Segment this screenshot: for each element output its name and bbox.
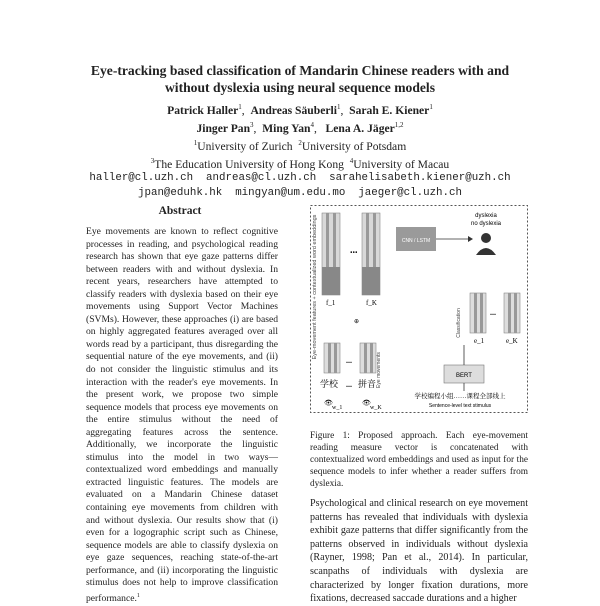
eye-movement-vector-k <box>360 343 376 373</box>
abstract-text <box>86 226 278 606</box>
output-label-1: dyslexia <box>475 213 497 219</box>
sentence-text: 学校编程小组……课程全部线上 <box>414 393 506 400</box>
affiliation: University of Zurich <box>197 139 293 153</box>
ellipsis: ... <box>350 245 358 256</box>
eye-movement-vector-1 <box>324 343 340 373</box>
author-line-2: Jinger Pan$^3$, Ming Yan$^4$, Lena A. Jäger$^{1,2}$ <box>196 120 404 135</box>
side-label-left: Eye-movement features + contextualized word embeddings <box>312 214 318 360</box>
eye-icon: 👁 <box>324 399 333 407</box>
author-name: Lena A. Jäger <box>325 121 395 135</box>
figure-caption: Figure 1: Proposed approach. Each eye-movement reading measure vector is concatenated with contextualized word embeddings and used as input for the sequence models to infer whether a reader suffers from dyslexia. <box>310 431 528 489</box>
footnote-marker: 1 <box>136 592 140 599</box>
title-line-1: Eye-tracking based classification of Mandarin Chinese readers with and <box>90 63 510 78</box>
author-name: Ming Yan <box>262 121 311 135</box>
label-e1: e_1 <box>474 337 485 345</box>
label-ek: e_K <box>506 337 518 345</box>
author-name: Sarah E. Kiener <box>349 103 430 117</box>
author-line-1: Patrick Haller$^1$, Andreas Säuberli$^1$, Sarah E. Kiener$^1$ <box>167 103 433 117</box>
stimulus-char-1: 学校 <box>320 379 339 389</box>
abstract-heading: Abstract <box>158 205 202 217</box>
ellipsis: ... <box>346 356 352 365</box>
ellipsis: ... <box>490 308 496 317</box>
affiliation: University of Potsdam <box>301 139 407 153</box>
ellipsis: ... <box>346 380 352 389</box>
arrowhead <box>468 236 473 242</box>
paper-title <box>40 62 560 96</box>
model-box-label: CNN / LSTM <box>401 238 431 244</box>
author-name: Jinger Pan <box>196 121 251 135</box>
reader-icon-body <box>476 248 496 255</box>
side-label-mid: Eye movements <box>376 352 382 388</box>
author-affiliation: 3 <box>250 120 254 129</box>
embedding-vector-e1 <box>470 293 486 333</box>
side-label-right: Classification <box>456 308 462 338</box>
approach-diagram <box>310 205 528 413</box>
embedding-vector-ek <box>504 293 520 333</box>
concat-symbol: ⊕ <box>354 319 360 325</box>
label-wk: w_K <box>370 405 382 411</box>
affiliation-line-1: $^1$University of Zurich $^2$University of Potsdam <box>193 138 407 153</box>
output-label-2: no dyslexia <box>470 221 502 227</box>
author-name: Andreas Säuberli <box>250 103 337 117</box>
author-block <box>40 100 560 201</box>
author-affiliation: 1 <box>238 103 242 111</box>
author-affiliation: 1 <box>336 103 341 111</box>
eye-icon: 👁 <box>362 399 371 407</box>
email-line-2: jpan@eduhk.hk mingyan@um.edu.mo jaeger@cl.uzh.ch <box>138 187 462 200</box>
title-line-2: without dyslexia using neural sequence models <box>164 80 436 95</box>
stimulus-char-k: 拼音 <box>358 379 377 389</box>
label-w1: w_1 <box>332 405 343 411</box>
bert-box-label: BERT <box>456 373 472 379</box>
abstract-paragraph: Eye movements are known to reflect cognitive processes in reading, and psychological reading research has shown that eye gaze patterns differ between readers with and without dyslexia. In recent years, researchers have attempted to classify readers with dyslexia based on their eye movements using Support Vector Machines (SVMs). However, these approaches (i) are based on highly aggregated features averaged over all words read by a participant, thus disregarding the sequential nature of the eye movements, and (ii) do not consider the linguistic stimulus and its interaction with the reader's eye movements. In the present work, we propose two simple sequence models that process eye movements on the entire stimulus without the need of aggregating features across the sentence. Additionally, we incorporate the linguistic stimulus into the model in two ways—contextualized word embeddings and manually extracted linguistic features. The models are evaluated on a Mandarin Chinese dataset containing eye movements from children with and without dyslexia. Our results show that (i) even for a logographic script such as Chinese, sequence models are able to classify dyslexia on eye gaze sequences, reaching state-of-the-art performance, and (ii) incorporating the linguistic stimulus does not help to improve classification performance. <box>86 226 278 605</box>
affiliation-line-2: $^3$The Education University of Hong Kong $^4$University of Macau <box>150 156 450 171</box>
author-affiliation: 1,2 <box>394 120 404 129</box>
figure-1 <box>310 205 528 413</box>
author-affiliation: 4 <box>310 120 314 129</box>
feature-vector-f1 <box>322 213 340 295</box>
sentence-caption: Sentence-level text stimulus <box>428 403 492 409</box>
affiliation: The Education University of Hong Kong <box>154 157 344 171</box>
label-f1: f_1 <box>326 299 336 307</box>
affiliation: University of Macau <box>353 157 450 171</box>
reader-icon <box>481 233 491 243</box>
author-affiliation: 1 <box>429 103 433 111</box>
intro-paragraph: Psychological and clinical research on eye movement patterns has revealed that individuals with dyslexia exhibit gaze patterns that differ significantly from the patterns observed in individuals without dyslexia (Rayner, 1998; Pan et al., 2014). In particular, scanpaths of individuals with dyslexia are characterized by longer fixation durations, more fixations, decreased saccade durations and a higher <box>310 498 528 605</box>
email-line-1: haller@cl.uzh.ch andreas@cl.uzh.ch sarahelisabeth.kiener@uzh.ch <box>89 172 511 185</box>
feature-vector-fk <box>362 213 380 295</box>
author-name: Patrick Haller <box>167 103 239 117</box>
label-fk: f_K <box>366 299 377 307</box>
